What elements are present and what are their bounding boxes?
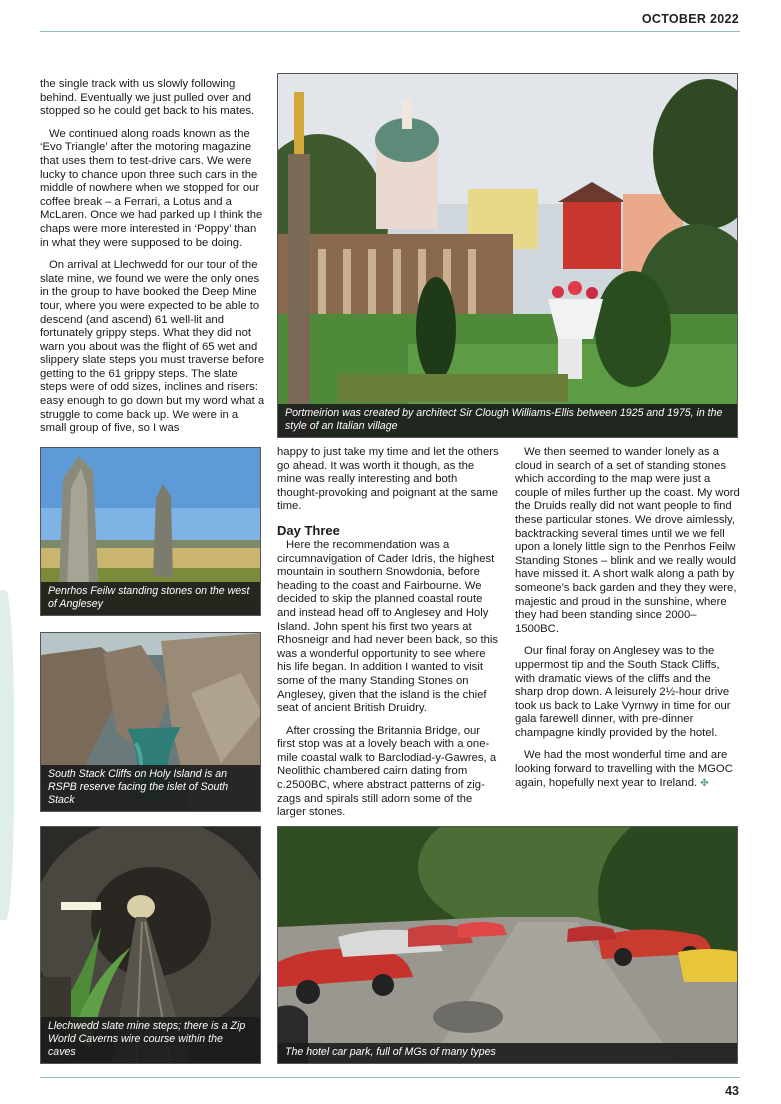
paragraph: happy to just take my time and let the others go ahead. It was worth it though, as the mine was really interesting and both thought-provoking and poignant at the same time.	[277, 446, 499, 513]
page-number: 43	[725, 1084, 739, 1098]
section-heading: Day Three	[277, 522, 340, 538]
paragraph-text: We had the most wonderful time and are looking forward to travelling with the MGOC again, hopefully next year to Ireland.	[515, 749, 733, 789]
footer-rule	[40, 1077, 740, 1078]
photo-penrhos-stones	[40, 447, 261, 616]
header-rule	[40, 31, 740, 32]
paragraph	[515, 749, 740, 790]
margin-decoration	[0, 590, 14, 920]
paragraph: On arrival at Llechwedd for our tour of the slate mine, we found we were the only ones in the group to have booked the Deep Mine tour, where you were expected to be able to descend (and ascend) 61 well-lit and fortunately grippy steps. What they did not warn you about was the flight of 65 wet and slippery slate steps you must traverse before getting to the 61 grippy steps. The slate steps were of odd sizes, inclines and risers: easy enough to go down but my word what a struggle to come back up. We were in a small group of five, so I was	[40, 259, 265, 435]
photo-portmeirion	[277, 73, 738, 438]
caption-penrhos: Penrhos Feilw standing stones on the west of Anglesey	[41, 582, 260, 615]
caption-car-park: The hotel car park, full of MGs of many types	[278, 1043, 737, 1063]
paragraph: We continued along roads known as the ‘Evo Triangle’ after the motoring magazine that uses them to test-drive cars. We were lucky to chance upon three such cars in the middle of nowhere when we stopped for our coffee break – a Ferrari, a Lotus and a McLaren. Once we had parked up I think the chaps were more interested in ‘Poppy’ than in what they were supposed to be doing.	[40, 127, 263, 249]
text-column-middle	[277, 446, 501, 820]
caption-portmeirion: Portmeirion was created by architect Sir Clough Williams-Ellis between 1925 and 1975, in the style of an Italian village	[278, 404, 737, 437]
paragraph: Here the recommendation was a circumnavigation of Cader Idris, the highest mountain in southern Snowdonia, before heading to the coast and Fairbourne. We decided to skip the planned coastal route and instead head off to Anglesey and Holy Island. John spent his first two years at Rhosneigr and had never been back, so this was a wonderful opportunity to see where his life began. In addition I wanted to visit some of the many Standing Stones on Anglesey, given that the island is the chief seat of ancient British Druidry.	[277, 538, 499, 715]
caption-south-stack: South Stack Cliffs on Holy Island is an RSPB reserve facing the islet of South Stack	[41, 765, 260, 811]
car-park-image	[278, 827, 738, 1064]
paragraph: After crossing the Britannia Bridge, our first stop was at a lovely beach with a one-mile coastal walk to Barclodiad-y-Gawres, a Neolithic chambered cairn dating from c.2500BC, where abstract patterns of zig-zags and spirals still adorn some of the larger stones.	[277, 724, 497, 819]
photo-car-park	[277, 826, 738, 1064]
paragraph: Our final foray on Anglesey was to the uppermost tip and the South Stack Cliffs, with dramatic views of the cliffs and the sharp drop down. A leisurely 2½-hour drive took us back to Lake Vyrnwy in time for our gala farewell dinner, with pre-dinner champagne kindly provided by the hotel.	[515, 645, 731, 739]
paragraph: We then seemed to wander lonely as a cloud in search of a set of standing stones which according to the map were just a couple of miles further up the coast. My word the Druids really did not want people to find these particular stones. We drove aimlessly, backtracking several times until we we fell upon a lonely little sign to the Penrhos Feilw Standing Stones – blink and we really would have missed it. A short walk along a path by someone’s back garden and they they were, majestic and proud in the sunshine, where they had been standing since 2000–1500BC.	[515, 446, 740, 635]
photo-south-stack	[40, 632, 261, 812]
text-column-right	[515, 446, 740, 790]
clover-icon: ✤	[700, 777, 709, 789]
portmeirion-image	[278, 74, 738, 438]
text-column-left	[40, 78, 265, 436]
issue-date: OCTOBER 2022	[641, 12, 739, 26]
paragraph: the single track with us slowly following behind. Eventually we just pulled over and stopped so he could get back to his mates.	[40, 78, 255, 118]
photo-llechwedd-mine	[40, 826, 261, 1064]
caption-llechwedd: Llechwedd slate mine steps; there is a Zip World Caverns wire course within the caves	[41, 1017, 260, 1063]
